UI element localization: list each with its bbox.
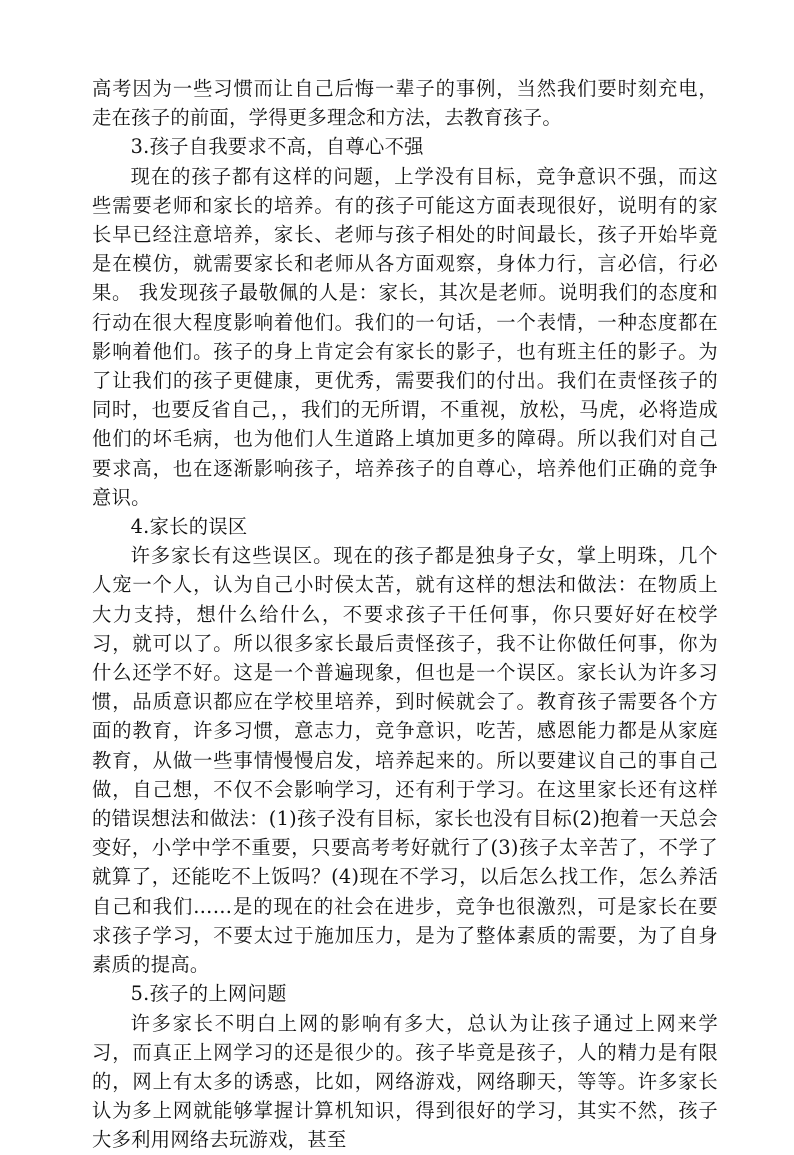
paragraph-section-4: 许多家长有这些误区。现在的孩子都是独身子女，掌上明珠，几个人宠一个人，认为自己小时侯太苦，就有这样的想法和做法：在物质上大力支持，想什么给什么，不要求孩子干任何事，你只要好好在校学习，就可以了。所以很多家长最后责怪孩子，我不让你做任何事，你为什么还学不好。这是一个普遍现象，但也是一个误区。家长认为许多习惯，品质意识都应在学校里培养，到时候就会了。教育孩子需要各个方面的教育，许多习惯，意志力，竞争意识，吃苦，感恩能力都是从家庭教育，从做一些事情慢慢启发，培养起来的。所以要建议自己的事自己做，自己想，不仅不会影响学习，还有利于学习。在这里家长还有这样的错误想法和做法：(1)孩子没有目标，家长也没有目标(2)抱着一天总会变好，小学中学不重要，只要高考考好就行了(3)孩子太辛苦了，不学了就算了，还能吃不上饭吗？(4)现在不学习，以后怎么找工作，怎么养活自己和我们……是的现在的社会在进步，竞争也很激烈，可是家长在要求孩子学习，不要太过于施加压力，是为了整体素质的需要，为了自身素质的提高。 — [92, 544, 718, 977]
paragraph-section-5: 许多家长不明白上网的影响有多大，总认为让孩子通过上网来学习，而真正上网学习的还是很少的。孩子毕竟是孩子，人的精力是有限的，网上有太多的诱惑，比如，网络游戏，网络聊天，等等。许多家长认为多上网就能够掌握计算机知识，得到很好的学习，其实不然，孩子大多利用网络去玩游戏，甚至 — [92, 1011, 718, 1152]
section-heading-3: 3.孩子自我要求不高，自尊心不强 — [130, 135, 424, 159]
section-heading-4: 4.家长的误区 — [130, 515, 248, 539]
paragraph-intro: 高考因为一些习惯而让自己后悔一辈子的事例，当然我们要时刻充电，走在孩子的前面，学得更多理念和方法，去教育孩子。 — [92, 77, 718, 130]
paragraph-section-3: 现在的孩子都有这样的问题，上学没有目标，竞争意识不强，而这些需要老师和家长的培养。有的孩子可能这方面表现很好，说明有的家长早已经注意培养，家长、老师与孩子相处的时间最长，孩子开始毕竟是在模仿，就需要家长和老师从各方面观察，身体力行，言必信，行必果。 我发现孩子最敬佩的人是：家长，其次是老师。说明我们的态度和行动在很大程度影响着他们。我们的一句话，一个表情，一种态度都在影响着他们。孩子的身上肯定会有家长的影子，也有班主任的影子。为了让我们的孩子更健康，更优秀，需要我们的付出。我们在责怪孩子的同时，也要反省自己，，我们的无所谓，不重视，放松，马虎，必将造成他们的坏毛病，也为他们人生道路上填加更多的障碍。所以我们对自己要求高，也在逐渐影响孩子，培养孩子的自尊心，培养他们正确的竞争意识。 — [92, 164, 718, 509]
section-heading-5: 5.孩子的上网问题 — [130, 982, 287, 1006]
document-page — [92, 74, 718, 1155]
